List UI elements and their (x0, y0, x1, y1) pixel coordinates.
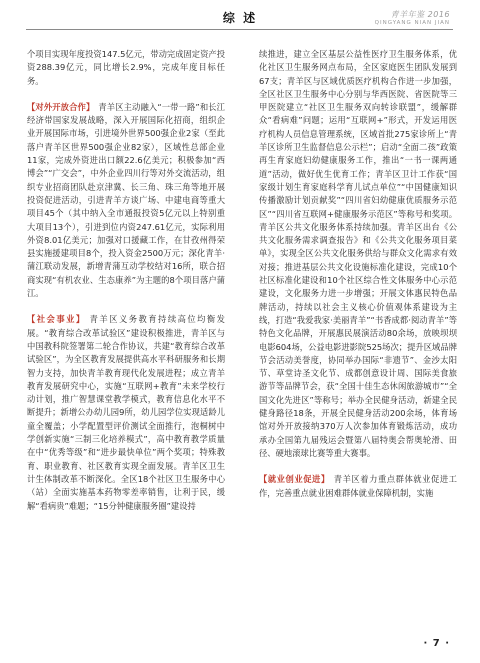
paragraph-text: 青羊区义务教育持续高位均衡发展。“教育综合改革试验区”建设积极推进，青羊区与中国教科院签署第二轮合作协议，共建“教育综合改革试验区”，为全区教育发展提供高水平科研服务和长期智力支持，加快青羊教育现代化发展进程；成立青羊教育发展研究中心，实施“互联网+教育”未来学校行动计划，推广智慧课堂教学模式，教育信息化水平不断提升；新增公办幼儿园9所，幼儿园学位实现适龄儿童全覆盖；小学配置型评价测试全面推行，泡桐树中学创新实施“三制三化培养模式”，高中教育教学质量在中“优秀等级”和“进步最快单位”两个奖项；特殊教育、职业教育、社区教育实现全面发展。青羊区卫生计生体制改革不断深化。全区18个社区卫生服务中心（站）全面实施基本药物零差率销售，让利于民，缓解“看病贵”难题；“15分钟健康服务圈”建设持 (27, 314, 225, 511)
paragraph-employment (259, 473, 457, 500)
yearbook-subtitle: QINGYANG NIAN JIAN (374, 20, 450, 26)
paragraph: 续推进，建立全区基层公益性医疗卫生服务体系，优化社区卫生服务网点布局，全区家庭医生团队发展到67支；青羊区与区域优质医疗机构合作进一步加强，全区社区卫生服务中心分别与华西医院、省医院等三甲医院建立“社区卫生服务双向转诊联盟”，缓解群众“看病难”问题；运用“互联网+”形式，开发运用医疗机构人员信息管理系统，区域首批275家诊所上“青羊区诊所卫生监督信息公示栏”；启动“全面二孩”政策再生育家庭妇幼健康服务工作，推出“一书一课两通道”活动，做好优生优育工作；青羊区卫计工作获“国家级计划生育家庭科学育儿试点单位”“中国健康知识传播激励计划贡献奖”“四川省妇幼健康优质服务示范区”“四川省互联网+健康服务示范区”等称号和奖项。青羊区公共文化服务体系持续加强。青羊区出台《公共文化服务需求调查报告》和《公共文化服务项目菜单》，实现全区公共文化服务供给与群众文化需求有效对接；推进基层公共文化设施标准化建设，完成10个社区标准化建设和10个社区综合性文体服务中心示范建设，文化服务力进一步增强；开展文体惠民特色品牌活动，持续以社会主义核心价值观体系建设为主线，打造“我爱我家·美丽青羊”“书香成都·阅动青羊”等特色文化品牌，开展惠民展演活动80余场，放映坝坝电影604场，公益电影进影院525场次；提升区域品牌节会活动美誉度，协同举办国际“非遗节”、金沙太阳节、草堂诗圣文化节、成都创意设计周、国际美食旅游节等品牌节会，获“全国十佳生态休闲旅游城市”“全国文化先进区”等称号；举办全民健身活动，新建全民健身路径18条，开展全民健身活动200余场，体育场馆对外开放接纳370万人次参加体育锻炼活动，成功承办全国第九届残运会暨第八届特奥会帮奥轮滑、田径、硬地滚球比赛等重大赛事。 (259, 49, 457, 458)
left-column (27, 48, 225, 526)
paragraph-opening-up (27, 101, 225, 300)
paragraph-text: 青羊区着力重点群体就业促进工作，完善重点就业困难群体就业保障机制，实施 (259, 474, 457, 498)
section-tag: 【对外开放合作】 (27, 101, 95, 112)
right-column (259, 48, 457, 513)
section-tag: 【社会事业】 (27, 314, 86, 325)
paragraph-text: 青羊区主动融入“一带一路”和长江经济带国家发展战略，深入开展国际化招商，组织企业开展国际市场，引进境外世界500强企业2家（至此落户青羊区世界500强企业82家），区域性总部企业11家，完成外资进出口额22.6亿美元；积极参加“西博会”“广交会”，中外企业四川行等对外交流活动，组织专业招商团队赴京津冀、长三角、珠三角等地开展投资促进活动，引进青羊方谈广场、中建电商等重大项目45个（其中纳入全市通报投资5亿元以上特别重大项目13个），引进到位内资247.61亿元，实际利用外资8.01亿美元；加强对口援藏工作，在甘孜州得荣县实施援建项目8个，投入资金2500万元；深化青羊·蒲江联动发展，新增青蒲互动学校结对16所，联合招商实现“有机农业、生态康养”为主题的8个项目落户蒲江。 (27, 101, 225, 299)
paragraph: 个项目实现年度投资147.5亿元，带动完成固定资产投资288.39亿元，同比增长2.9%，完成年度目标任务。 (27, 49, 225, 86)
yearbook-title: 青羊年鉴 2016 (390, 10, 450, 19)
header-divider (26, 29, 453, 30)
paragraph-social (27, 313, 225, 512)
section-title: 综 述 (222, 11, 258, 25)
section-tag: 【就业创业促进】 (259, 474, 330, 485)
page-number: · 7 · (423, 638, 450, 649)
